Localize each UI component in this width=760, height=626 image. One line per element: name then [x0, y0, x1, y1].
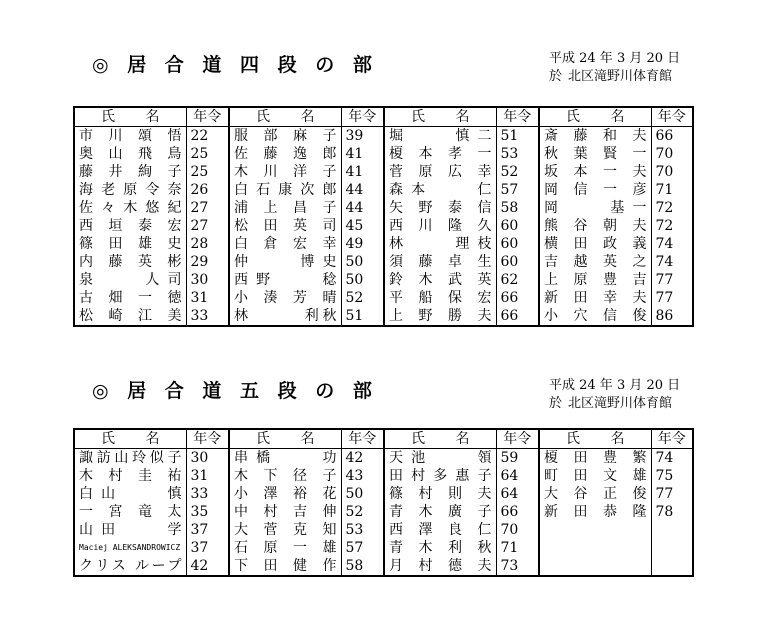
- table-row: [74, 217, 693, 235]
- member-name: 鈴木武英: [384, 271, 496, 289]
- member-name: 篠田雄史: [79, 236, 182, 252]
- member-age: 58: [341, 557, 384, 576]
- member-age: 45: [341, 217, 384, 235]
- member-age: 64: [496, 467, 539, 485]
- member-age: 57: [341, 539, 384, 557]
- member-name: 菅原広幸: [384, 163, 496, 181]
- member-name: 奥山飛鳥: [79, 146, 182, 162]
- section-title: ◎ 居 合 道 五 段 の 部: [92, 380, 378, 402]
- age-column-header: 年令: [341, 107, 384, 127]
- member-age: 44: [341, 199, 384, 217]
- member-name: 石原一雄: [229, 539, 341, 557]
- member-name: 青木利秋: [384, 539, 496, 557]
- member-name: 須藤卓生: [384, 253, 496, 271]
- member-name: クリス ループ: [79, 558, 182, 574]
- table-row: [74, 145, 693, 163]
- member-name: 上原豊吉: [539, 271, 651, 289]
- table-row: [74, 199, 693, 217]
- table-row: [74, 521, 693, 539]
- member-name: 榎本孝一: [384, 145, 496, 163]
- member-age: 42: [341, 449, 384, 468]
- member-age: 31: [186, 289, 229, 307]
- member-age: 25: [186, 145, 229, 163]
- age-column-header: 年令: [186, 107, 229, 127]
- member-name: 仲 博史: [229, 253, 341, 271]
- member-name: 諏訪山玲似子: [79, 450, 182, 466]
- member-name: 森本 仁: [384, 181, 496, 199]
- member-name: 佐々木悠紀: [79, 200, 182, 216]
- member-age: 78: [651, 503, 693, 521]
- member-name: 篠村則夫: [384, 485, 496, 503]
- event-date: [549, 50, 680, 68]
- member-name: 松崎江美: [79, 308, 182, 324]
- table-row: [74, 307, 693, 326]
- member-name: 西垣泰宏: [79, 218, 182, 234]
- member-age: 66: [496, 503, 539, 521]
- member-age: 41: [341, 163, 384, 181]
- member-name: 松田英司: [229, 217, 341, 235]
- member-age: 41: [341, 145, 384, 163]
- age-column-header: 年令: [496, 429, 539, 449]
- results-table-4dan: [73, 106, 694, 327]
- member-age: 71: [651, 181, 693, 199]
- member-name: 岡 基一: [539, 199, 651, 217]
- member-age: 71: [496, 539, 539, 557]
- table-row: [74, 235, 693, 253]
- member-age: 77: [651, 485, 693, 503]
- member-age: 43: [341, 467, 384, 485]
- member-age: [651, 557, 693, 576]
- member-age: 70: [651, 145, 693, 163]
- member-age: 22: [186, 127, 229, 146]
- member-age: 58: [496, 199, 539, 217]
- member-age: 77: [651, 289, 693, 307]
- member-age: 33: [186, 307, 229, 326]
- member-name: 串橋 功: [229, 449, 341, 468]
- member-name: 斎藤和夫: [539, 127, 651, 146]
- member-name: 木下径子: [229, 467, 341, 485]
- table-row: [74, 163, 693, 181]
- member-age: 49: [341, 235, 384, 253]
- member-name: 浦上昌子: [229, 199, 341, 217]
- member-age: 60: [496, 217, 539, 235]
- member-name: 大谷正俊: [539, 485, 651, 503]
- table-row: [74, 449, 693, 468]
- date-text: 平成 24 年 3 月 20 日: [549, 378, 681, 393]
- member-age: 51: [341, 307, 384, 326]
- member-name: 佐藤逸郎: [229, 145, 341, 163]
- member-name: 田村多惠子: [384, 467, 496, 485]
- member-name: 新田幸夫: [539, 289, 651, 307]
- member-age: 53: [496, 145, 539, 163]
- member-age: 75: [651, 467, 693, 485]
- member-name: 青木廣子: [384, 503, 496, 521]
- date-text: 平成 24 年 3 月 20 日: [549, 51, 681, 66]
- section-title: ◎ 居 合 道 四 段 の 部: [92, 54, 378, 76]
- member-name: 小湊芳晴: [229, 289, 341, 307]
- member-age: 30: [186, 449, 229, 468]
- member-age: 77: [651, 271, 693, 289]
- member-name: 市川頌悟: [79, 128, 182, 144]
- member-age: 73: [496, 557, 539, 576]
- member-name: 西澤良仁: [384, 521, 496, 539]
- member-age: 39: [341, 127, 384, 146]
- member-age: 72: [651, 217, 693, 235]
- age-column-header: 年令: [186, 429, 229, 449]
- member-name: 内藤英彬: [79, 254, 182, 270]
- name-column-header: 氏 名: [539, 107, 651, 127]
- member-name: 大菅克知: [229, 521, 341, 539]
- member-name: 町田文雄: [539, 467, 651, 485]
- table-row: [74, 271, 693, 289]
- member-age: 50: [341, 485, 384, 503]
- member-name: [539, 557, 651, 576]
- member-name: 榎田豊繁: [539, 449, 651, 468]
- member-age: [651, 521, 693, 539]
- member-age: 53: [341, 521, 384, 539]
- member-name: 小澤裕花: [229, 485, 341, 503]
- member-age: 66: [496, 289, 539, 307]
- table-row: [74, 127, 693, 146]
- table-row: [74, 557, 693, 576]
- name-column-header: 氏 名: [384, 429, 496, 449]
- member-age: 70: [496, 521, 539, 539]
- name-column-header: 氏 名: [229, 429, 341, 449]
- member-name: 岡信一彦: [539, 181, 651, 199]
- member-name: 木川洋子: [229, 163, 341, 181]
- member-age: 37: [186, 521, 229, 539]
- member-age: 44: [341, 181, 384, 199]
- name-column-header: 氏 名: [74, 429, 186, 449]
- member-age: 29: [186, 253, 229, 271]
- member-name: 林 理枝: [384, 235, 496, 253]
- member-name: 中村吉伸: [229, 503, 341, 521]
- member-name: 白石康次郎: [229, 181, 341, 199]
- age-column-header: 年令: [496, 107, 539, 127]
- table-row: [74, 289, 693, 307]
- member-age: 25: [186, 163, 229, 181]
- member-name: 坂本一夫: [539, 163, 651, 181]
- table-row: [74, 485, 693, 503]
- member-name: 西川隆久: [384, 217, 496, 235]
- member-age: 86: [651, 307, 693, 326]
- name-column-header: 氏 名: [539, 429, 651, 449]
- member-age: 57: [496, 181, 539, 199]
- member-name: Maciej ALEKSANDROWICZ: [79, 543, 181, 552]
- member-name: 泉 人司: [79, 272, 182, 288]
- member-age: 26: [186, 181, 229, 199]
- member-age: 74: [651, 449, 693, 468]
- member-name: 小穴信俊: [539, 307, 651, 326]
- member-age: 60: [496, 253, 539, 271]
- member-name: 海老原令奈: [79, 182, 182, 198]
- member-age: 70: [651, 163, 693, 181]
- table-row: [74, 467, 693, 485]
- name-column-header: 氏 名: [74, 107, 186, 127]
- member-name: 上野勝夫: [384, 307, 496, 326]
- member-name: 木村圭祐: [79, 468, 182, 484]
- member-age: 72: [651, 199, 693, 217]
- member-name: 平船保宏: [384, 289, 496, 307]
- member-age: 74: [651, 235, 693, 253]
- table-row: [74, 539, 693, 557]
- age-column-header: 年令: [341, 429, 384, 449]
- member-name: 秋葉賢一: [539, 145, 651, 163]
- member-age: 51: [496, 127, 539, 146]
- member-name: 矢野泰信: [384, 199, 496, 217]
- member-age: 59: [496, 449, 539, 468]
- results-table-5dan: [73, 428, 694, 577]
- table-row: [74, 253, 693, 271]
- member-age: 42: [186, 557, 229, 576]
- member-name: [539, 521, 651, 539]
- member-age: [651, 539, 693, 557]
- member-age: 74: [651, 253, 693, 271]
- member-age: 52: [341, 503, 384, 521]
- member-name: 熊谷朝夫: [539, 217, 651, 235]
- name-column-header: 氏 名: [229, 107, 341, 127]
- member-name: 服部麻子: [229, 127, 341, 146]
- member-age: 50: [341, 253, 384, 271]
- member-name: 天池 領: [384, 449, 496, 468]
- member-name: 古畑一徳: [79, 290, 182, 306]
- member-name: 西野 稔: [229, 271, 341, 289]
- member-name: 一宮竜太: [79, 504, 182, 520]
- member-age: 30: [186, 271, 229, 289]
- age-column-header: 年令: [651, 429, 693, 449]
- member-age: 64: [496, 485, 539, 503]
- member-name: 横田政義: [539, 235, 651, 253]
- member-name: 月村德夫: [384, 557, 496, 576]
- member-age: 52: [341, 289, 384, 307]
- member-name: 下田健作: [229, 557, 341, 576]
- member-age: 62: [496, 271, 539, 289]
- member-age: 35: [186, 503, 229, 521]
- member-name: 白山 慎: [79, 486, 182, 502]
- member-name: 新田恭隆: [539, 503, 651, 521]
- age-column-header: 年令: [651, 107, 693, 127]
- name-column-header: 氏 名: [384, 107, 496, 127]
- member-name: 吉越英之: [539, 253, 651, 271]
- table-row: [74, 503, 693, 521]
- member-name: 林 利秋: [229, 307, 341, 326]
- member-age: 52: [496, 163, 539, 181]
- member-name: 藤井絢子: [79, 164, 182, 180]
- event-venue: [549, 68, 672, 86]
- member-age: 66: [496, 307, 539, 326]
- table-row: [74, 181, 693, 199]
- member-age: 27: [186, 217, 229, 235]
- member-age: 50: [341, 271, 384, 289]
- member-name: 山田 学: [79, 522, 182, 538]
- member-age: 66: [651, 127, 693, 146]
- member-age: 37: [186, 539, 229, 557]
- event-venue: [549, 395, 672, 413]
- member-age: 31: [186, 467, 229, 485]
- member-age: 33: [186, 485, 229, 503]
- member-name: [539, 539, 651, 557]
- header-row: [74, 107, 693, 127]
- member-age: 60: [496, 235, 539, 253]
- member-name: 白倉宏幸: [229, 235, 341, 253]
- venue-prefix: 於: [549, 69, 563, 84]
- venue-prefix: 於: [549, 396, 563, 411]
- member-age: 27: [186, 199, 229, 217]
- venue-name: 北区滝野川体育館: [568, 396, 673, 411]
- venue-name: 北区滝野川体育館: [568, 69, 673, 84]
- member-age: 28: [186, 235, 229, 253]
- event-date: [549, 377, 680, 395]
- member-name: 堀 慎二: [384, 127, 496, 146]
- header-row: [74, 429, 693, 449]
